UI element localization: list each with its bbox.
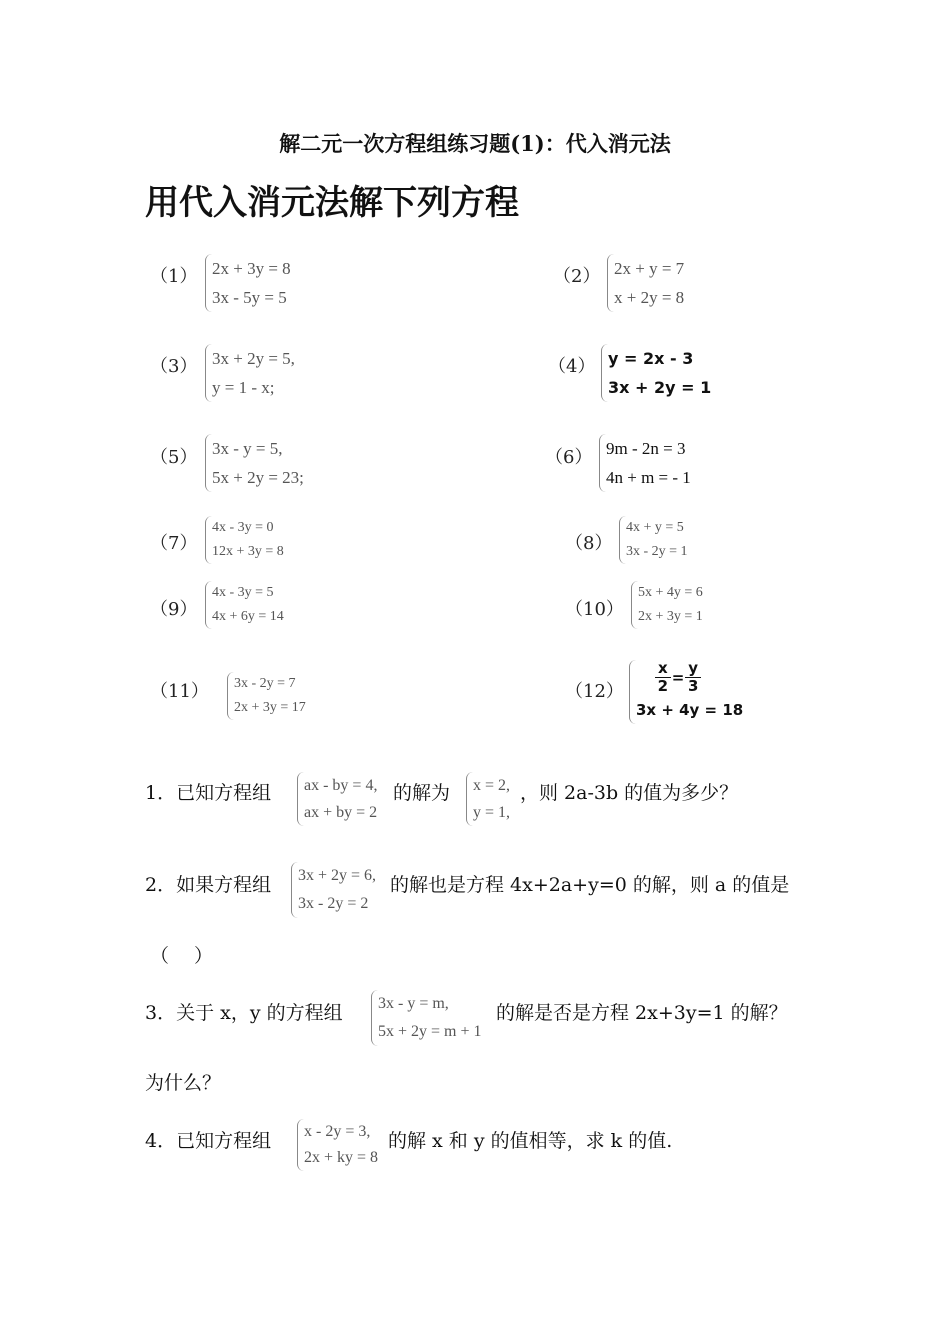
question-text: 的解为 bbox=[393, 782, 451, 804]
question-text: 的解是否是方程 2x+3y=1 的解？ bbox=[496, 1002, 788, 1024]
equation: 3x - 2y = 1 bbox=[626, 544, 688, 559]
page-title: 解二元一次方程组练习题(1)：代入消元法 bbox=[279, 131, 671, 156]
problem-number: （3） bbox=[150, 356, 198, 377]
equation: 3x - 5y = 5 bbox=[212, 288, 287, 307]
equation: 2x + 3y = 1 bbox=[638, 609, 703, 624]
section-heading: 用代入消元法解下列方程 bbox=[145, 183, 519, 223]
equation-system bbox=[291, 862, 376, 918]
problem-number: （4） bbox=[548, 356, 596, 377]
equation: x = 2, bbox=[473, 777, 511, 794]
equation-system bbox=[601, 344, 711, 402]
fraction-numerator: x bbox=[655, 660, 671, 678]
fraction bbox=[655, 660, 671, 696]
equation-system bbox=[227, 672, 306, 720]
equation: 2x + y = 7 bbox=[614, 259, 685, 278]
equation: 5x + 4y = 6 bbox=[638, 585, 703, 600]
equation-system bbox=[205, 434, 304, 492]
equation-system bbox=[631, 581, 703, 629]
equation: ax - by = 4, bbox=[304, 777, 378, 794]
equation: 3x + 2y = 5, bbox=[212, 349, 295, 368]
problem-number: （1） bbox=[150, 266, 198, 287]
equation: 4x + 6y = 14 bbox=[212, 609, 284, 624]
equation: 5x + 2y = m + 1 bbox=[378, 1023, 482, 1040]
problem-number: （5） bbox=[150, 447, 198, 468]
problem-number: （12） bbox=[565, 681, 624, 702]
equation-system bbox=[371, 990, 482, 1046]
equation: 4x + y = 5 bbox=[626, 520, 684, 535]
fraction-equation bbox=[636, 660, 743, 696]
equation: 2x + 3y = 8 bbox=[212, 259, 291, 278]
equation-system bbox=[619, 516, 688, 564]
problem-number: （9） bbox=[150, 599, 198, 620]
equation-system bbox=[205, 581, 284, 629]
equation: 2x + ky = 8 bbox=[304, 1149, 379, 1166]
equation: 3x - 2y = 2 bbox=[298, 895, 369, 912]
problem-number: （7） bbox=[150, 533, 198, 554]
fraction-denominator: 3 bbox=[687, 677, 699, 696]
problem-number: （2） bbox=[553, 266, 601, 287]
equation: 3x + 2y = 1 bbox=[608, 378, 712, 397]
question-prefix: 2．如果方程组 bbox=[145, 874, 272, 896]
equation-system bbox=[629, 660, 743, 724]
equation: 3x - 2y = 7 bbox=[234, 676, 296, 691]
equation: y = 1, bbox=[473, 804, 511, 821]
equation: 12x + 3y = 8 bbox=[212, 544, 284, 559]
equation-system bbox=[599, 434, 691, 492]
equation: x + 2y = 8 bbox=[614, 288, 685, 307]
equation-system bbox=[297, 1119, 378, 1171]
equation: 3x - y = m, bbox=[378, 995, 449, 1012]
fraction bbox=[685, 660, 701, 696]
equals-sign: = bbox=[671, 668, 685, 687]
equation: 4x - 3y = 5 bbox=[212, 585, 274, 600]
equation: 4x - 3y = 0 bbox=[212, 520, 274, 535]
equation: 3x - y = 5, bbox=[212, 439, 283, 458]
problem-number: （10） bbox=[565, 599, 624, 620]
question-text: 的解 x 和 y 的值相等，求 k 的值. bbox=[388, 1130, 673, 1152]
equation: x - 2y = 3, bbox=[304, 1123, 371, 1140]
equation: 2x + 3y = 17 bbox=[234, 700, 306, 715]
equation-system bbox=[205, 344, 295, 402]
equation-system bbox=[607, 254, 684, 312]
fraction-denominator: 2 bbox=[657, 677, 669, 696]
question-text: ，则 2a-3b 的值为多少？ bbox=[520, 782, 739, 804]
question-prefix: 4．已知方程组 bbox=[145, 1130, 272, 1152]
question-prefix: 3．关于 x，y 的方程组 bbox=[145, 1002, 343, 1024]
equation: y = 1 - x; bbox=[212, 378, 275, 397]
fraction-numerator: y bbox=[685, 660, 701, 678]
equation: 3x + 4y = 18 bbox=[636, 700, 744, 719]
problem-number: （6） bbox=[545, 447, 593, 468]
problem-number: （8） bbox=[565, 533, 613, 554]
equation: 9m - 2n = 3 bbox=[606, 439, 686, 458]
equation: ax + by = 2 bbox=[304, 804, 378, 821]
equation: y = 2x - 3 bbox=[608, 349, 694, 368]
equation-system bbox=[205, 516, 284, 564]
equation: 5x + 2y = 23; bbox=[212, 468, 304, 487]
answer-blank: （ ） bbox=[150, 945, 214, 967]
equation-system bbox=[205, 254, 291, 312]
question-text: 的解也是方程 4x+2a+y=0 的解，则 a 的值是 bbox=[390, 874, 790, 896]
equation-system bbox=[297, 772, 377, 826]
equation-system bbox=[466, 772, 510, 826]
question-text: 为什么？ bbox=[145, 1072, 222, 1094]
equation: 4n + m = - 1 bbox=[606, 468, 691, 487]
question-prefix: 1．已知方程组 bbox=[145, 782, 272, 804]
equation: 3x + 2y = 6, bbox=[298, 867, 377, 884]
problem-number: （11） bbox=[150, 681, 209, 702]
